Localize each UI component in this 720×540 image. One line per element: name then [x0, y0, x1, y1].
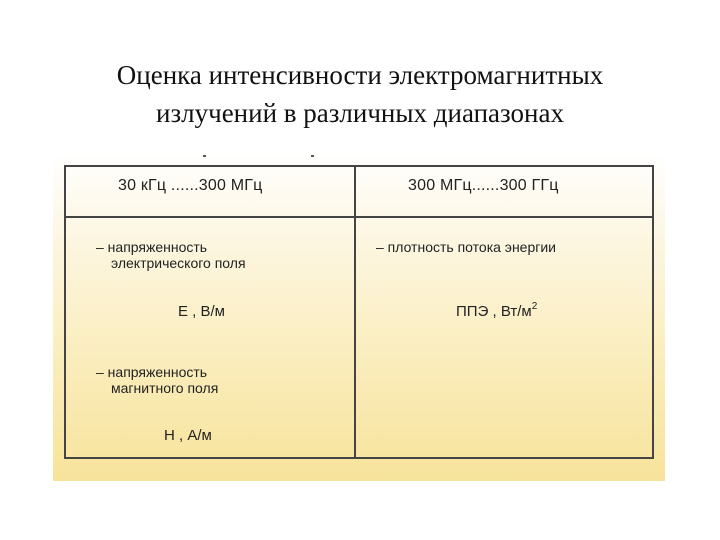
mark [311, 155, 314, 157]
title-line-1: Оценка интенсивности электромагнитных [116, 60, 604, 90]
table-image [53, 153, 665, 481]
left-item-electric-line1: – напряженность [96, 239, 208, 255]
column-divider [354, 167, 356, 457]
right-unit-flux [456, 303, 537, 320]
header-divider [66, 216, 652, 218]
title-line-2: излучений в различных диапазонах [156, 98, 564, 128]
right-item-flux: – плотность потока энергии [376, 239, 556, 255]
left-unit-electric: Е , В/м [178, 303, 225, 320]
right-unit-flux-exponent: 2 [531, 301, 538, 312]
mark [203, 155, 206, 157]
left-item-electric [96, 239, 246, 271]
left-item-magnetic-line2: магнитного поля [111, 380, 219, 396]
right-column-header: 300 МГц......300 ГГц [408, 177, 559, 194]
left-item-magnetic [96, 364, 218, 396]
slide-title [40, 56, 680, 132]
range-table [64, 165, 654, 459]
top-marks [53, 153, 665, 159]
left-unit-magnetic: Н , А/м [164, 427, 212, 444]
left-item-electric-line2: электрического поля [111, 255, 246, 271]
right-unit-flux-text: ППЭ , Вт/м [456, 303, 532, 320]
left-column-header: 30 кГц ......300 МГц [118, 177, 263, 194]
left-item-magnetic-line1: – напряженность [96, 364, 208, 380]
